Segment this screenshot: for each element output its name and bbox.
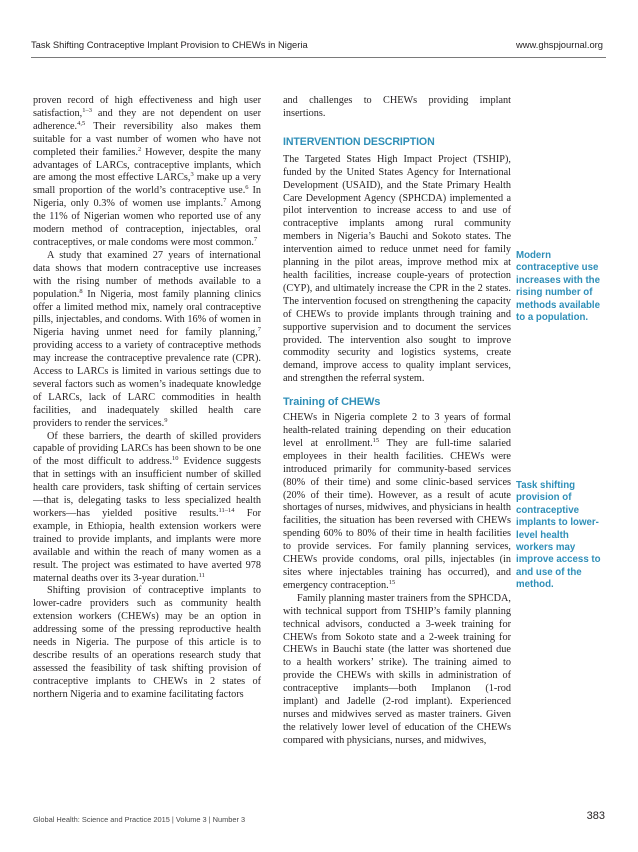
paragraph [283,412,511,593]
text-run: Evidence suggests that in settings with an insufficient number of skilled health care providers, task shifting of certain services—that is, delegating tasks to less specialized health workers—has yielded positive results. [33,456,261,519]
citation-marker: 1–3 [82,106,92,114]
paragraph: Family planning master trainers from the SPHCDA, with technical support from TSHIP’s family planning technical advisors, conducted a 3-week training for CHEWs from Sokoto state and a 2-week training for CHEWs in Bauchi state (the latter was shortened due to a health workers’ strike). The training aimed to provide the CHEWs with skills in administration of contraceptive implants—both Implanon (1-rod implant) and Jadelle (2-rod implant). Experienced nurses and midwives served as master trainers. Given the relatively lower level of education of the CHEWs compared with physicians, nurses, and midwives, [283,592,511,746]
citation-marker: 11–14 [218,507,235,514]
citation-marker: 6 [245,184,249,192]
paragraph [33,431,261,586]
text-run: Of these barriers, the dearth of skilled providers capable of providing LARCs has been shown to be one of the most difficult to address. [33,430,261,468]
citation-marker: 3 [190,171,194,179]
text-run: A study that examined 27 years of international data shows that modern contraceptive use increases with the rising number of methods available to a population. [33,249,261,300]
text-run: and they are not dependent on user adherence. [33,107,261,132]
citation-marker: 10 [172,455,179,463]
page-number: 383 [586,810,605,822]
citation-marker: 15 [388,578,396,586]
text-run: proven record of high effectiveness and high user satisfaction, [33,95,261,119]
left-column [33,95,261,702]
subsection-heading-training: Training of CHEWs [283,396,381,409]
text-run: For example, in Ethiopia, health extension workers were trained to provide implants, and implants were more available and within the reach of many women as a result. The project was estimated to have averted 978 maternal deaths over its 3-year duration. [33,508,261,584]
paragraph: Shifting provision of contraceptive implants to lower-cadre providers such as community health extension workers (CHEWs) may be an option in addressing some of the pressing reproductive health needs in Nigeria. The purpose of this article is to describe results of an operations research study that assessed the feasibility of task shifting provision of contraceptive implants to CHEWs in 2 states of northern Nigeria and to examine facilitating factors [33,585,261,700]
header-rule [31,57,606,58]
citation-marker: 7 [253,235,258,243]
text-run: Their reversibility also makes them suitable for a vast number of women who have not completed their families. [33,120,261,158]
section-heading-intervention: INTERVENTION DESCRIPTION [283,135,435,148]
citation-marker: 4,5 [77,119,86,127]
citation-marker: 8 [79,287,83,295]
running-header [31,39,603,53]
citation-marker: 7 [257,326,261,334]
text-run: make up a very small proportion of the world’s contraceptive use. [33,172,261,197]
text-run: CHEWs in Nigeria complete 2 to 3 years of formal health-related training depending on their education level at enrollment. [283,412,511,449]
paragraph: The Targeted States High Impact Project (TSHIP), funded by the United States Agency for International Development (USAID), and the State Primary Health Care Development Agency (SPHCDA) implemented a pilot intervention to increase access to and use of contraceptive implants among rural community members in Nigeria’s Bauchi and Sokoto states. The intervention aimed to reduce unmet need for family planning in the pilot areas, improve method mix at health facilities, increase couple-years of protection (CYP), and ultimately increase the CPR in the 2 states. The intervention focused on strengthening the capacity of CHEWs to provide implants through training and supportive supervision and to document the services provided. The intervention also sought to improve commodity security and logistics systems, create demand, improve access to quality implant services, and strengthen the referral system. [283,153,511,385]
paragraph: and challenges to CHEWs providing implant insertions. [283,95,511,119]
text-run: They are full-time salaried employees in their health facilities. CHEWs were introduced primarily for community-based services (80% of their time) and some clinic-based services (20% of their time). However, as a result of acute shortages of nurses, midwives, and physicians in health facilities, the situation has been reversed with CHEWs spending 60% to 80% of their time in health facilities to provide services. For family planning services, CHEWs provide condoms, oral pills, injectables (in sites where injectables training has occurred), and emergency contraception. [283,437,511,591]
text-run: However, despite the many advantages of LARCs, contraceptive implants, which are among the most effective LARCs, [33,146,261,184]
paragraph [33,250,261,431]
running-title: Task Shifting Contraceptive Implant Provision to CHEWs in Nigeria [31,39,308,50]
text-run: Among the 11% of Nigerian women who reported use of any modern method of contraception, injectables, oral contraceptives, or male condoms were most common. [33,198,261,248]
text-run: providing access to a variety of contraceptive methods may increase the contraceptive prevalence rate (CPR). Access to LARCs is limited in various settings due to several factors such as women’s inadequate knowledge of LARCs, lack of LARC commodities in health facilities, and inadequately skilled health care providers to render the services. [33,340,261,429]
citation-marker: 11 [198,571,205,579]
citation-marker: 2 [137,145,142,153]
citation-marker: 9 [164,416,168,424]
journal-url[interactable]: www.ghspjournal.org [515,39,603,50]
text-run: In Nigeria, only 0.3% of women use implants. [33,185,261,210]
footer-journal-info: Global Health: Science and Practice 2015 | Volume 3 | Number 3 [33,815,246,824]
citation-marker: 7 [223,197,227,205]
pull-quote: Modern contraceptive use increases with the rising number of methods available to a population. [516,250,600,324]
paragraph [33,95,261,250]
middle-column [283,95,511,748]
text-run: In Nigeria, most family planning clinics offer a limited method mix, namely oral contraceptive pills, injectables, and condoms. With 16% of women in Nigeria having unmet need for family planning, [33,288,261,339]
pull-quote: Task shifting provision of contraceptive implants to lower-level health workers may improve access to and use of the method. [516,480,601,591]
citation-marker: 15 [372,436,380,444]
